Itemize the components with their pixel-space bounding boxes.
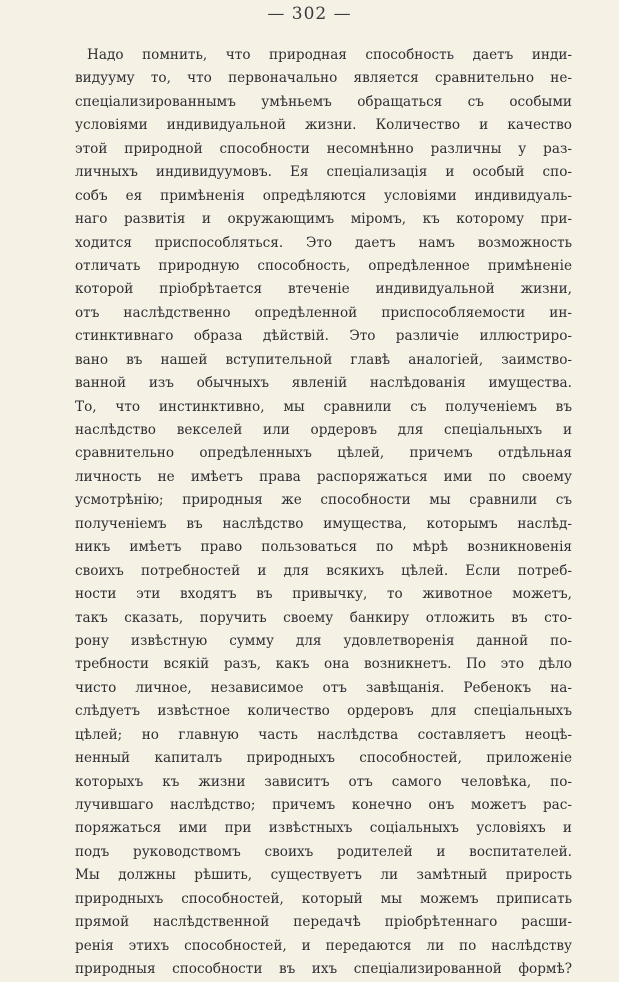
text-line: природныя способности въ ихъ спеціализированной формѣ? [75,961,572,978]
text-line: этой природной способности несомнѣнно различны у раз- [75,140,572,157]
page-number: — 302 — [267,4,352,24]
text-line: слѣдуетъ извѣстное количество ордеровъ для спеціальныхъ [75,703,572,720]
text-line: которой пріобрѣтается втеченіе индивидуальной жизни, [75,281,572,298]
text-line: прямой наслѣдственной передачѣ пріобрѣтеннаго расши- [75,914,572,931]
text-line: ности эти входятъ въ привычку, то животное можетъ, [75,586,572,603]
text-line: личныхъ индивидуумовъ. Ея спеціализація и особый спо- [75,164,572,181]
text-line: ванной изъ обычныхъ явленій наслѣдованія имущества. [75,375,572,392]
text-line: подъ руководствомъ своихъ родителей и воспитателей. [75,843,572,860]
text-line: усмотрѣнію; природныя же способности мы сравнили съ [75,492,572,509]
text-line: спеціализированнымъ умѣньемъ обращаться съ особыми [75,93,572,110]
text-line: условіями индивидуальной жизни. Количество и качество [75,117,572,134]
text-line: видууму то, что первоначально является сравнительно не- [75,70,572,87]
text-line: наслѣдство векселей или ордеровъ для спеціальныхъ и [75,422,572,438]
text-line: вано въ нашей вступительной главѣ аналогіей, заимство- [75,351,572,368]
text-line: ненный капиталъ природныхъ способностей, приложеніе [75,750,572,767]
text-line: отличать природную способность, опредѣленное примѣненіе [75,257,572,274]
text-line: стинктивнаго образа дѣйствій. Это различіе иллюстриро- [75,328,572,345]
text-line: такъ сказать, поручить своему банкиру отложить въ сто- [75,609,572,626]
text-line: ренія этихъ способностей, и передаются ли по наслѣдству [75,937,572,954]
text-line: цѣлей; но главную часть наслѣдства составляетъ неоцѣ- [75,726,572,743]
text-line: ходится приспособляться. Это даетъ намъ возможность [75,234,572,251]
text-line: чисто личное, независимое отъ завѣщанія. Ребенокъ на- [75,679,572,696]
text-line: своихъ потребностей и для всякихъ цѣлей. Если потреб- [75,562,572,579]
text-line: Надо помнить, что природная способность даетъ инди- [87,47,572,63]
text-line: собъ ея примѣненія опредѣляются условіями индивидуаль- [75,187,572,204]
text-line: Мы должны рѣшить, существуетъ ли замѣтный прирость [75,867,572,884]
text-line: лучившаго наслѣдство; причемъ конечно онъ можетъ рас- [75,797,572,813]
text-line: природныхъ способностей, который мы можемъ приписать [75,890,572,907]
text-line: поряжаться ими при извѣстныхъ соціальныхъ условіяхъ и [75,820,572,837]
text-line: наго развитія и окружающимъ міромъ, къ которому при- [75,211,572,228]
text-line: рону извѣстную сумму для удовлетворенія данной по- [75,632,572,649]
text-line: полученіемъ въ наслѣдство имущества, которымъ наслѣд- [75,515,572,532]
text-line: которыхъ къ жизни зависитъ отъ самого человѣка, по- [75,773,572,790]
text-line: То, что инстинктивно, мы сравнили съ полученіемъ въ [75,398,572,415]
text-line: требности всякій разъ, какъ она возникнетъ. По это дѣло [75,656,572,673]
text-line: никъ имѣетъ право пользоваться по мѣрѣ возникновенія [75,539,572,556]
text-line: сравнительно опредѣленныхъ цѣлей, причемъ отдѣльная [75,445,572,462]
body-paragraph [75,44,572,982]
text-line: отъ наслѣдственно опредѣленной приспособляемости ин- [75,304,572,321]
text-line: личность не имѣетъ права распоряжаться ими по своему [75,468,572,485]
